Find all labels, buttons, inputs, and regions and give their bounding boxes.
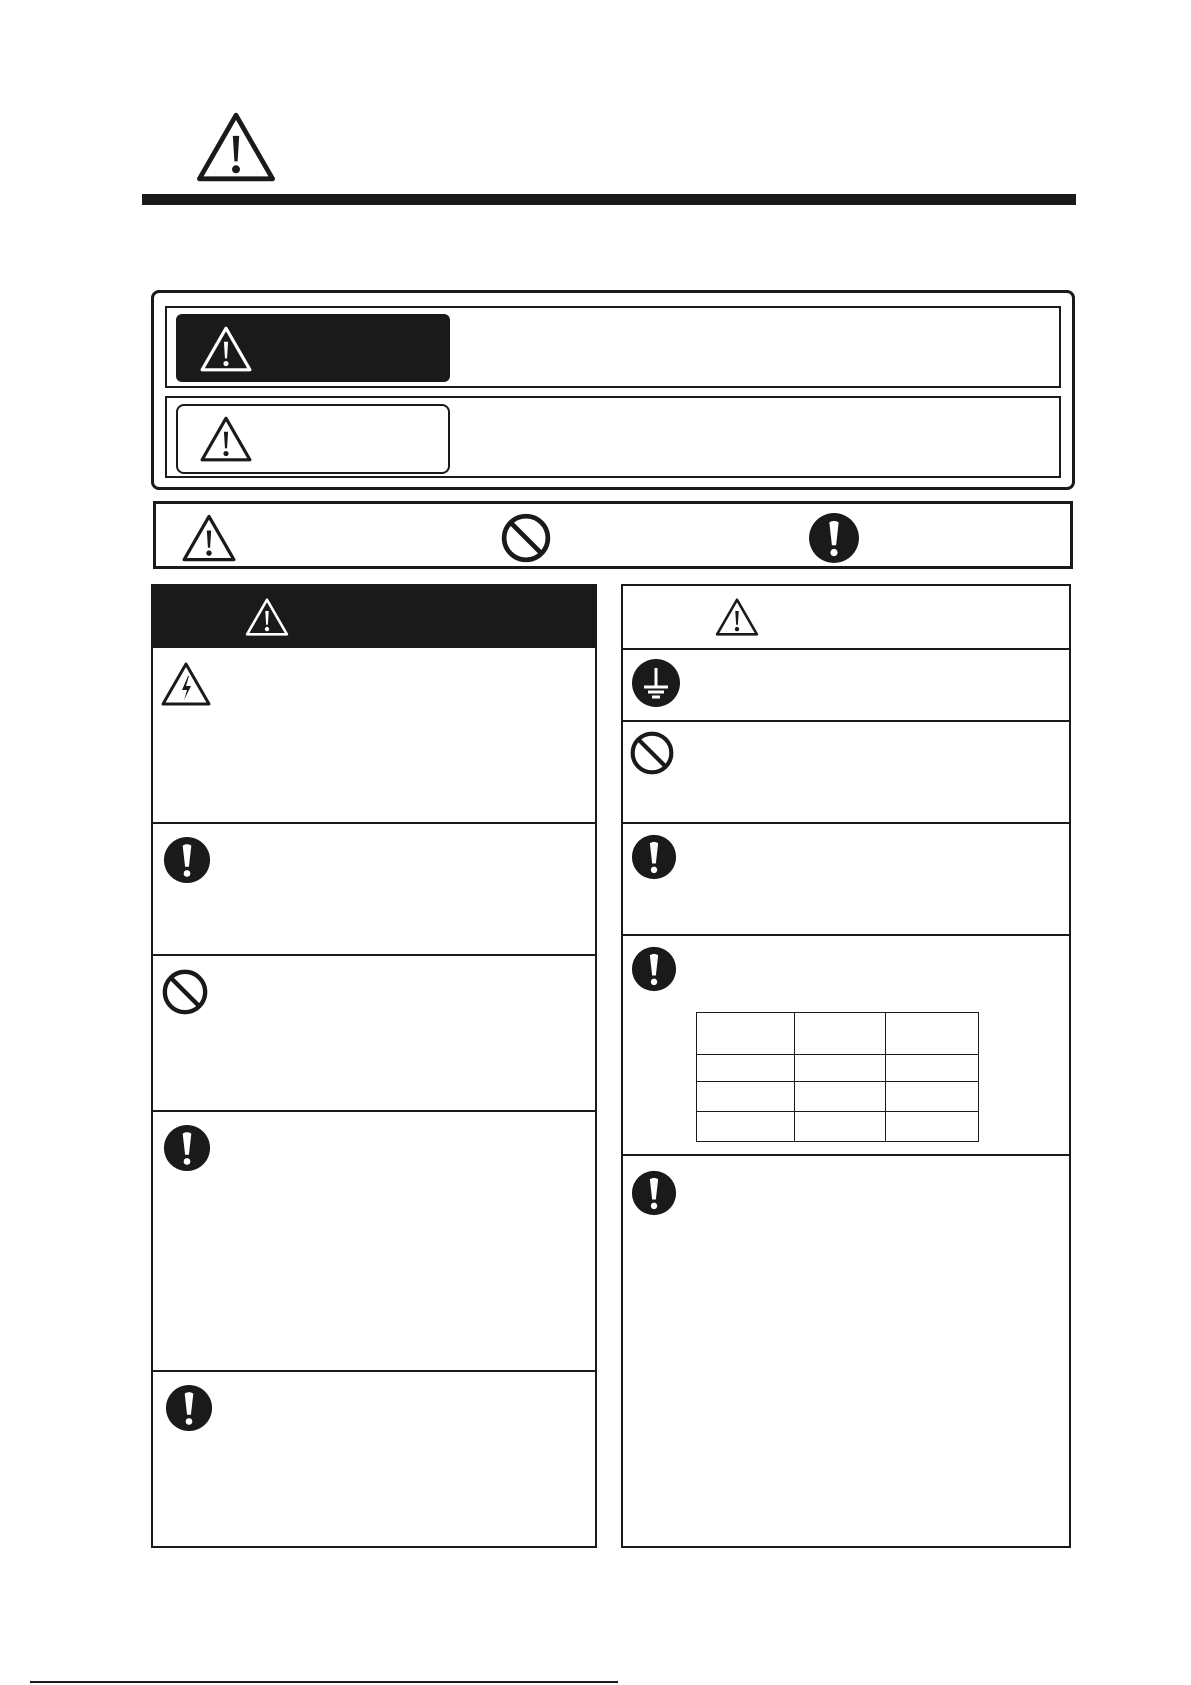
table-row	[697, 1013, 979, 1055]
warning-triangle-icon	[200, 326, 252, 372]
warning-triangle-icon	[200, 416, 252, 462]
left-row-3	[153, 954, 595, 1112]
table-cell	[886, 1082, 979, 1112]
left-row-2	[153, 822, 595, 956]
table-row	[697, 1082, 979, 1112]
right-panel-title-bar	[623, 586, 1069, 650]
warning-level-row	[165, 306, 1061, 388]
warning-triangle-icon	[245, 598, 289, 636]
warning-triangle-icon	[182, 514, 236, 562]
table-cell	[795, 1055, 886, 1082]
caution-level-row	[165, 396, 1061, 478]
left-row-4	[153, 1110, 595, 1372]
header-rule	[142, 194, 1076, 205]
table-cell	[886, 1055, 979, 1082]
ground-icon	[631, 658, 681, 708]
table-cell	[697, 1055, 795, 1082]
prohibition-icon	[629, 730, 675, 776]
right-row-3	[623, 822, 1069, 936]
table-cell	[697, 1112, 795, 1142]
right-row-2	[623, 720, 1069, 824]
mandatory-action-icon	[631, 834, 677, 880]
warning-label-block	[176, 314, 450, 382]
table-cell	[795, 1013, 886, 1055]
table-row	[697, 1112, 979, 1142]
warning-triangle-icon	[715, 598, 759, 636]
table-cell	[697, 1013, 795, 1055]
prohibition-icon	[500, 512, 552, 564]
symbol-legend	[153, 501, 1073, 569]
mandatory-action-icon	[165, 1384, 213, 1432]
table-cell	[795, 1082, 886, 1112]
right-row-1	[623, 648, 1069, 722]
table-cell	[795, 1112, 886, 1142]
header-warning-icon	[196, 112, 276, 182]
table-cell	[886, 1112, 979, 1142]
right-caution-panel	[621, 584, 1071, 1548]
mandatory-action-icon	[163, 836, 211, 884]
left-row-1	[153, 648, 595, 824]
specification-table	[696, 1012, 979, 1142]
mandatory-action-icon	[163, 1124, 211, 1172]
caution-label-block	[176, 404, 450, 474]
right-row-5	[623, 1154, 1069, 1546]
prohibition-icon	[161, 968, 209, 1016]
left-row-5	[153, 1370, 595, 1546]
page-bottom-edge	[30, 1681, 618, 1683]
left-panel-title-bar	[153, 586, 595, 648]
right-row-4	[623, 934, 1069, 1156]
mandatory-action-icon	[631, 946, 677, 992]
mandatory-action-icon	[808, 512, 860, 564]
signal-word-box	[151, 290, 1075, 490]
table-cell	[697, 1082, 795, 1112]
table-cell	[886, 1013, 979, 1055]
electric-shock-icon	[161, 662, 211, 706]
table-row	[697, 1055, 979, 1082]
left-warning-panel	[151, 584, 597, 1548]
mandatory-action-icon	[631, 1170, 677, 1216]
